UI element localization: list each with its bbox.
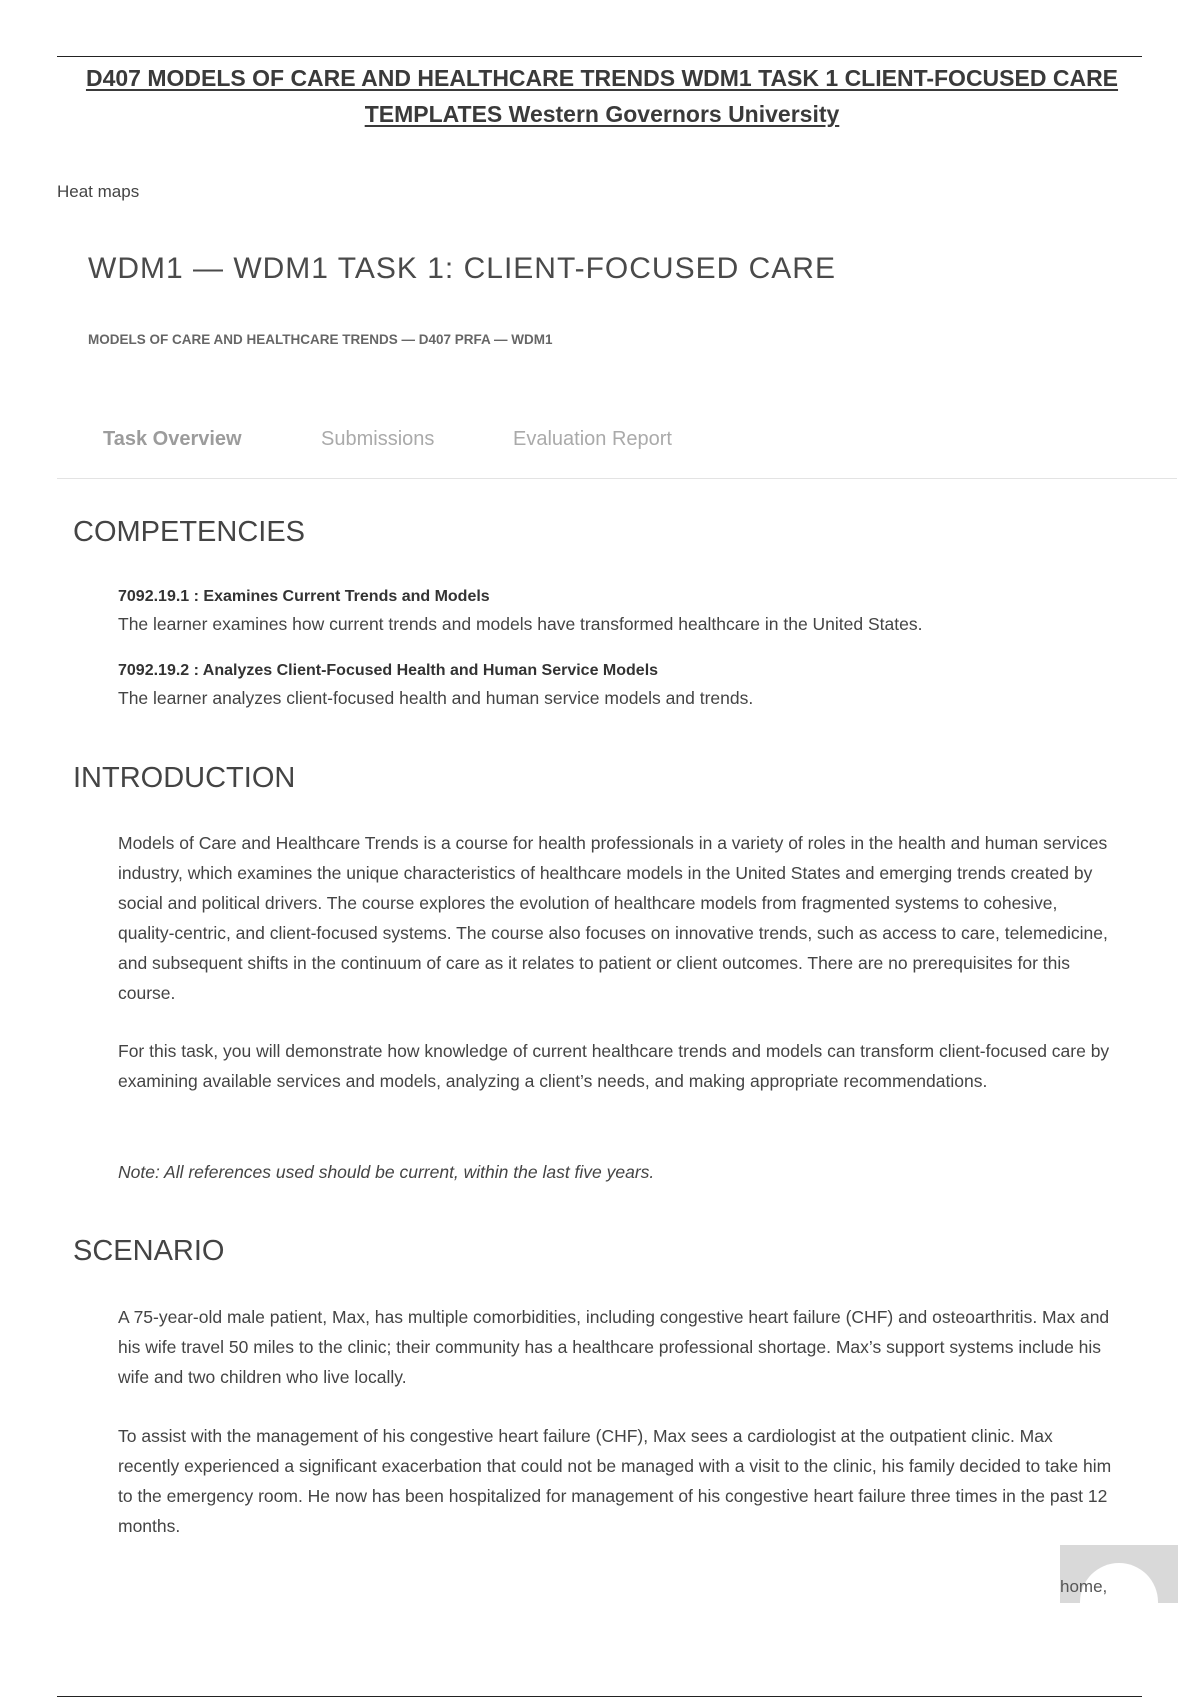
introduction-heading: INTRODUCTION [73, 762, 296, 794]
scenario-paragraph: A 75-year-old male patient, Max, has multiple comorbidities, including congestive heart failure (CHF) and osteoarthritis. Max and his wife travel 50 miles to the clinic; their community has a healthcare professional shortage. Max’s support systems include his wife and two children who live locally. [118, 1307, 1110, 1387]
course-subtitle: MODELS OF CARE AND HEALTHCARE TRENDS — D407 PRFA — WDM1 [88, 332, 553, 347]
tab-bar [57, 418, 1177, 479]
competencies-heading: COMPETENCIES [73, 516, 306, 548]
document-title: D407 MODELS OF CARE AND HEALTHCARE TRENDS WDM1 TASK 1 CLIENT-FOCUSED CARE TEMPLATES Western Governors University [85, 65, 1119, 127]
introduction-paragraph: Models of Care and Healthcare Trends is a course for health professionals in a variety of roles in the health and human services industry, which examines the unique characteristics of healthcare models in the United States and emerging trends created by social and political drivers. The course explores the evolution of healthcare models from fragmented systems to cohesive, quality-centric, and client-focused systems. The course also focuses on innovative trends, such as access to care, telemedicine, and subsequent shifts in the continuum of care as it relates to patient or client outcomes. There are no prerequisites for this course. [118, 833, 1108, 1003]
introduction-paragraph: For this task, you will demonstrate how knowledge of current healthcare trends and models can transform client-focused care by examining available services and models, analyzing a client’s needs, and making appropriate recommendations. [118, 1041, 1110, 1091]
competency-code: 7092.19.1 : Examines Current Trends and Models [118, 588, 490, 605]
corner-image-snippet [1060, 1545, 1178, 1603]
corner-snippet-text: home, [1060, 1577, 1108, 1596]
references-note: Note: All references used should be current, within the last five years. [118, 1162, 655, 1182]
competency-description: The learner analyzes client-focused health and human service models and trends. [118, 688, 754, 708]
tab-submissions[interactable]: Submissions [321, 428, 435, 450]
tab-task-overview[interactable]: Task Overview [103, 428, 242, 450]
competency-description: The learner examines how current trends and models have transformed healthcare in the United States. [118, 614, 923, 634]
tab-evaluation-report[interactable]: Evaluation Report [513, 428, 672, 450]
task-title: WDM1 — WDM1 TASK 1: CLIENT-FOCUSED CARE [88, 252, 836, 285]
top-rule [57, 56, 1142, 57]
bottom-rule [57, 1696, 1142, 1697]
competency-item [118, 662, 1118, 709]
competency-item [118, 588, 1118, 635]
scenario-heading: SCENARIO [73, 1235, 225, 1267]
heat-maps-label: Heat maps [57, 182, 140, 201]
competency-code: 7092.19.2 : Analyzes Client-Focused Health and Human Service Models [118, 662, 659, 679]
scenario-paragraph: To assist with the management of his congestive heart failure (CHF), Max sees a cardiologist at the outpatient clinic. Max recently experienced a significant exacerbation that could not be managed with a visit to the clinic, his family decided to take him to the emergency room. He now has been hospitalized for management of his congestive heart failure three times in the past 12 months. [118, 1426, 1112, 1536]
